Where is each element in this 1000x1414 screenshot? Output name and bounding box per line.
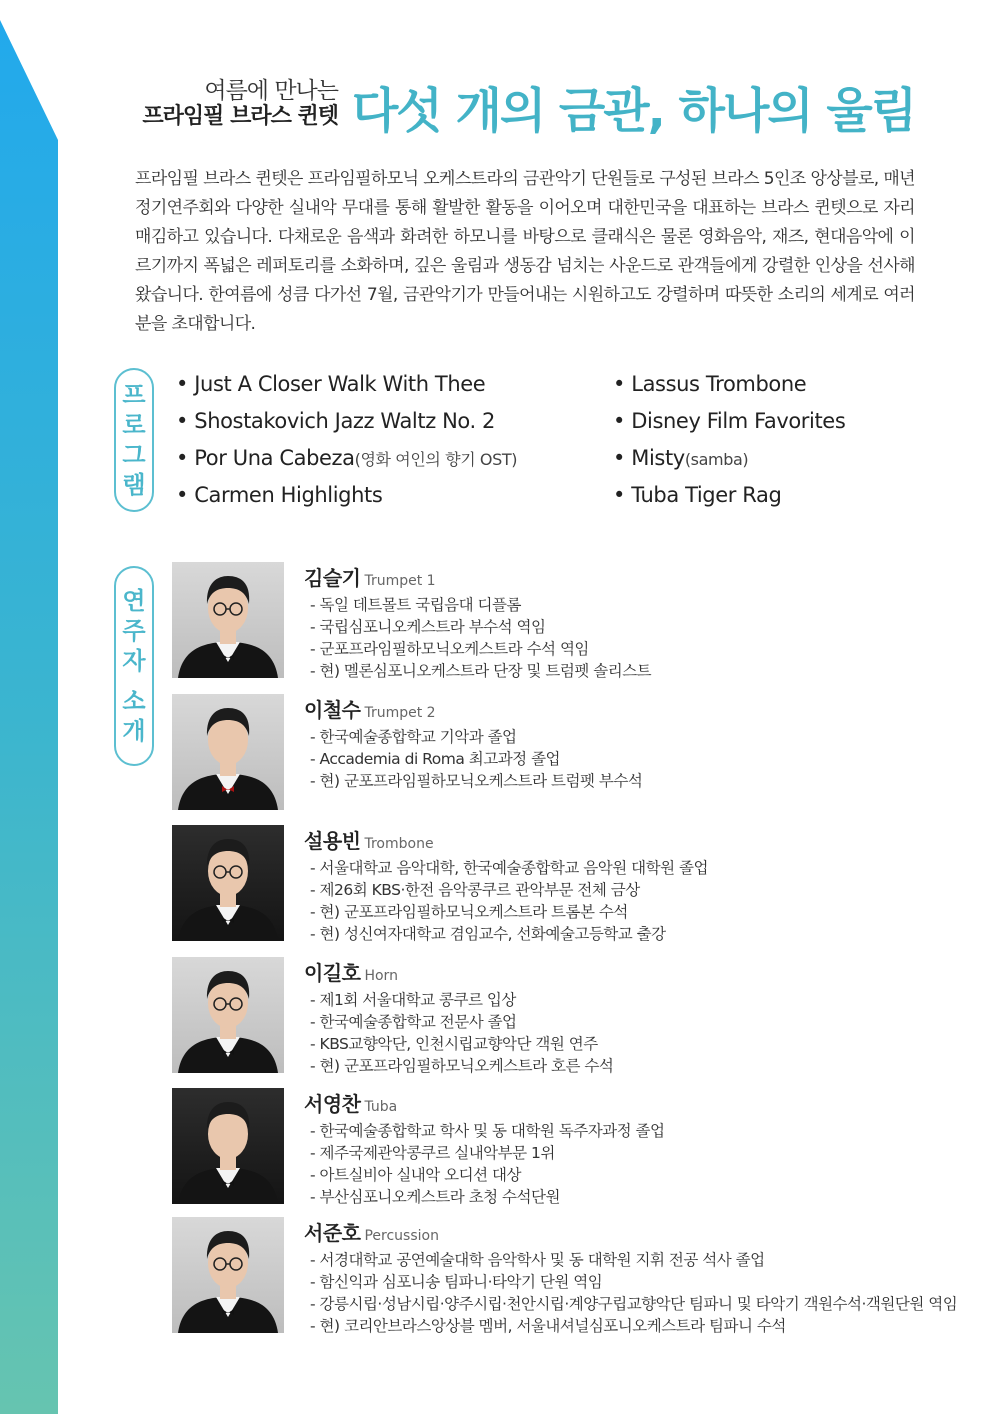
performer-detail-item: - 한국예술종합학교 기악과 졸업 bbox=[310, 726, 642, 748]
performer-name bbox=[304, 1088, 397, 1117]
performer-details bbox=[310, 989, 613, 1077]
performer-name-text: 이철수 bbox=[304, 698, 361, 722]
program-item bbox=[176, 477, 517, 514]
performer-detail-item: - 서경대학교 공연예술대학 음악학사 및 동 대학원 지휘 전공 석사 졸업 bbox=[310, 1249, 957, 1271]
performer-card bbox=[172, 825, 972, 941]
vertical-label-char: 연 bbox=[122, 587, 146, 615]
bullet: • bbox=[613, 483, 632, 507]
header-subtitle-line1: 여름에 만나는 bbox=[204, 78, 338, 104]
performer-detail-item: - 제1회 서울대학교 콩쿠르 입상 bbox=[310, 989, 613, 1011]
vertical-label-char: 로 bbox=[122, 411, 146, 439]
bullet: • bbox=[613, 409, 632, 433]
performers-label bbox=[114, 566, 154, 766]
performer-name bbox=[304, 957, 398, 986]
performer-detail-item: - 한국예술종합학교 전문사 졸업 bbox=[310, 1011, 613, 1033]
performer-name bbox=[304, 825, 434, 854]
performer-photo bbox=[172, 1088, 284, 1204]
performer-detail-item: - 제주국제관악콩쿠르 실내악부문 1위 bbox=[310, 1142, 665, 1164]
program-item bbox=[176, 403, 517, 440]
performer-detail-item: - 현) 멜론심포니오케스트라 단장 및 트럼펫 솔리스트 bbox=[310, 660, 651, 682]
program-item-note: (samba) bbox=[684, 450, 749, 469]
performer-role: Trumpet 2 bbox=[364, 705, 436, 721]
performer-detail-item: - 현) 성신여자대학교 겸임교수, 선화예술고등학교 출강 bbox=[310, 923, 708, 945]
performer-details bbox=[310, 594, 651, 682]
program-item-title: Disney Film Favorites bbox=[631, 409, 846, 433]
header-subtitle bbox=[142, 78, 338, 130]
performer-detail-item: - 현) 군포프라임필하모닉오케스트라 트롬본 수석 bbox=[310, 901, 708, 923]
bullet: • bbox=[176, 372, 195, 396]
performer-detail-item: - 현) 코리안브라스앙상블 멤버, 서울내셔널심포니오케스트라 팀파니 수석 bbox=[310, 1315, 957, 1337]
vertical-label-char: 개 bbox=[122, 717, 146, 745]
performer-detail-item: - 함신익과 심포니송 팀파니·타악기 단원 역임 bbox=[310, 1271, 957, 1293]
bullet: • bbox=[176, 409, 195, 433]
performer-detail-item: - 현) 군포프라임필하모닉오케스트라 호른 수석 bbox=[310, 1055, 613, 1077]
program-item-title: Shostakovich Jazz Waltz No. 2 bbox=[194, 409, 495, 433]
performer-detail-item: - 강릉시립·성남시립·양주시립·천안시립·계양구립교향악단 팀파니 및 타악기 객원수석·객원단원 역임 bbox=[310, 1293, 957, 1315]
program-item bbox=[613, 366, 845, 403]
performer-detail-item: - 제26회 KBS·한전 음악콩쿠르 관악부문 전체 금상 bbox=[310, 879, 708, 901]
vertical-label-char: 프 bbox=[122, 381, 146, 409]
header-subtitle-line2: 프라임필 브라스 퀸텟 bbox=[142, 104, 338, 130]
performer-details bbox=[310, 726, 642, 792]
performer-role: Trombone bbox=[364, 836, 434, 852]
performer-name-text: 김슬기 bbox=[304, 566, 361, 590]
performer-detail-item: - 군포프라임필하모닉오케스트라 수석 역임 bbox=[310, 638, 651, 660]
left-decorative-strip bbox=[0, 0, 58, 1414]
vertical-label-char bbox=[130, 676, 138, 686]
page-title: 다섯 개의 금관, 하나의 울림 bbox=[352, 83, 916, 139]
vertical-label-char: 소 bbox=[122, 687, 146, 715]
performer-photo bbox=[172, 562, 284, 678]
performer-photo bbox=[172, 1217, 284, 1333]
program-item-title: Lassus Trombone bbox=[631, 372, 807, 396]
performer-detail-item: - 아트실비아 실내악 오디션 대상 bbox=[310, 1164, 665, 1186]
program-item-title: Por Una Cabeza bbox=[194, 446, 355, 470]
performer-photo bbox=[172, 694, 284, 810]
performer-card bbox=[172, 694, 972, 810]
performer-detail-item: - 현) 군포프라임필하모닉오케스트라 트럼펫 부수석 bbox=[310, 770, 642, 792]
performer-name-text: 설용빈 bbox=[304, 829, 361, 853]
performer-card bbox=[172, 1088, 972, 1204]
performer-role: Trumpet 1 bbox=[364, 573, 436, 589]
performer-role: Tuba bbox=[364, 1099, 398, 1115]
bullet: • bbox=[176, 446, 195, 470]
program-item bbox=[176, 366, 517, 403]
performer-detail-item: - 국립심포니오케스트라 부수석 역임 bbox=[310, 616, 651, 638]
program-item-title: Just A Closer Walk With Thee bbox=[194, 372, 486, 396]
performer-role: Horn bbox=[364, 968, 398, 984]
performer-role: Percussion bbox=[364, 1228, 439, 1244]
program-list-right bbox=[613, 366, 845, 514]
performer-detail-item: - KBS교향악단, 인천시립교향악단 객원 연주 bbox=[310, 1033, 613, 1055]
performer-details bbox=[310, 1249, 957, 1337]
program-item-title: Carmen Highlights bbox=[194, 483, 383, 507]
program-list-left bbox=[176, 366, 517, 514]
program-item-title: Misty bbox=[631, 446, 685, 470]
performer-detail-item: - 한국예술종합학교 학사 및 동 대학원 독주자과정 졸업 bbox=[310, 1120, 665, 1142]
performer-name-text: 서영찬 bbox=[304, 1092, 361, 1116]
vertical-label-char: 자 bbox=[122, 647, 146, 675]
performer-detail-item: - 부산심포니오케스트라 초청 수석단원 bbox=[310, 1186, 665, 1208]
program-item-title: Tuba Tiger Rag bbox=[631, 483, 782, 507]
performer-details bbox=[310, 857, 708, 945]
performer-name bbox=[304, 1217, 439, 1246]
performer-card bbox=[172, 1217, 972, 1333]
performer-detail-item: - 독일 데트몰트 국립음대 디플롬 bbox=[310, 594, 651, 616]
performer-photo bbox=[172, 957, 284, 1073]
performer-name bbox=[304, 694, 436, 723]
performer-card bbox=[172, 957, 972, 1073]
performer-card bbox=[172, 562, 972, 678]
performer-detail-item: - Accademia di Roma 최고과정 졸업 bbox=[310, 748, 642, 770]
performer-detail-item: - 서울대학교 음악대학, 한국예술종합학교 음악원 대학원 졸업 bbox=[310, 857, 708, 879]
bullet: • bbox=[613, 372, 632, 396]
program-item bbox=[613, 440, 845, 477]
performer-name bbox=[304, 562, 436, 591]
header bbox=[0, 72, 1000, 142]
bullet: • bbox=[176, 483, 195, 507]
program-item bbox=[613, 477, 845, 514]
performer-name-text: 서준호 bbox=[304, 1221, 361, 1245]
program-item-note: (영화 여인의 향기 OST) bbox=[354, 450, 518, 469]
program-item bbox=[176, 440, 517, 477]
program-label bbox=[114, 368, 154, 512]
vertical-label-char: 그 bbox=[122, 441, 146, 469]
intro-paragraph: 프라임필 브라스 퀸텟은 프라임필하모닉 오케스트라의 금관악기 단원들로 구성된 브라스 5인조 앙상블로, 매년 정기연주회와 다양한 실내악 무대를 통해 활발한 활동을 이어오며 대한민국을 대표하는 브라스 퀸텟으로 자리매김하고 있습니다. 다채로운 음색과 화려한 하모니를 바탕으로 클래식은 물론 영화음악, 재즈, 현대음악에 이르기까지 폭넓은 레퍼토리를 소화하며, 깊은 울림과 생동감 넘치는 사운드로 관객들에게 강렬한 인상을 선사해 왔습니다. 한여름에 성큼 다가선 7월, 금관악기가 만들어내는 시원하고도 강렬하며 따뜻한 소리의 세계로 여러분을 초대합니다. bbox=[135, 169, 915, 334]
performer-name-text: 이길호 bbox=[304, 961, 361, 985]
performer-details bbox=[310, 1120, 665, 1208]
performer-photo bbox=[172, 825, 284, 941]
vertical-label-char: 주 bbox=[122, 617, 146, 645]
bullet: • bbox=[613, 446, 632, 470]
program-item bbox=[613, 403, 845, 440]
vertical-label-char: 램 bbox=[122, 471, 146, 499]
